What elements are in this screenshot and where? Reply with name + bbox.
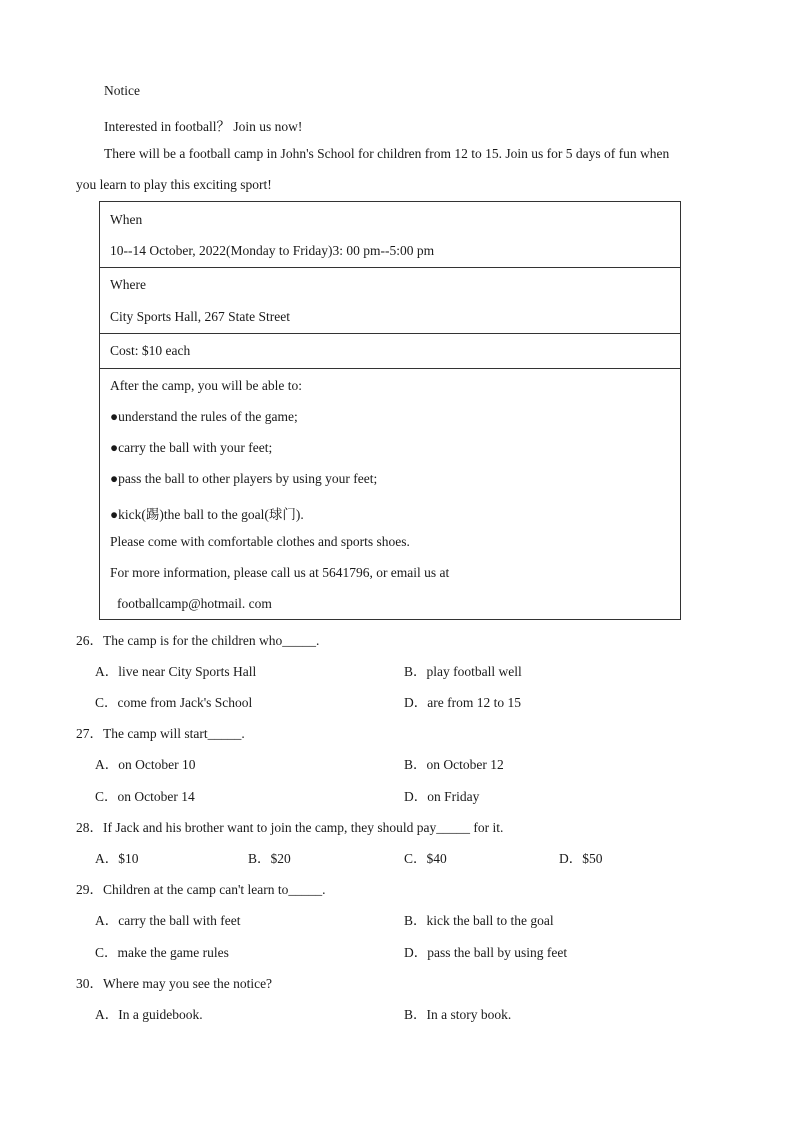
when-label: When [110,212,143,227]
divider [100,333,680,334]
question-stem: 26．The camp is for the children who_____. [76,633,320,648]
when-value: 10--14 October, 2022(Monday to Friday)3: 00 pm--5:00 pm [110,243,435,258]
intro-line-3: you learn to play this exciting sport! [76,177,272,192]
bullet-item: ●understand the rules of the game; [110,409,298,424]
option-b: B．on October 12 [404,757,504,772]
question-stem: 30．Where may you see the notice? [76,976,273,991]
info-text: For more information, please call us at 5641796, or email us at [110,565,450,580]
question-stem: 29．Children at the camp can't learn to_____. [76,882,326,897]
option-d: D．are from 12 to 15 [404,695,521,710]
option-b: B．play football well [404,664,522,679]
option-a: A．$10 [95,851,139,866]
option-a: A．carry the ball with feet [95,913,241,928]
question-stem: 28．If Jack and his brother want to join the camp, they should pay_____ for it. [76,820,504,835]
bullet-item: ●pass the ball to other players by using your feet; [110,471,378,486]
option-a: A．on October 10 [95,757,196,772]
option-c: C．make the game rules [95,945,229,960]
option-c: C．come from Jack's School [95,695,253,710]
divider [100,267,680,268]
email-text: footballcamp@hotmail. com [117,596,272,611]
option-c: C．on October 14 [95,789,195,804]
please-text: Please come with comfortable clothes and sports shoes. [110,534,410,549]
bullet-item: ●kick(踢)the ball to the goal(球门). [110,507,304,522]
question-stem: 27．The camp will start_____. [76,726,245,741]
intro-line-1: Interested in football？ Join us now! [104,119,303,134]
option-b: B．In a story book. [404,1007,512,1022]
option-d: D．pass the ball by using feet [404,945,568,960]
option-c: C．$40 [404,851,447,866]
option-b: B．$20 [248,851,291,866]
option-d: D．$50 [559,851,603,866]
option-a: A．live near City Sports Hall [95,664,257,679]
intro-line-2: There will be a football camp in John's School for children from 12 to 15. Join us for 5 days of fun when [104,146,670,161]
where-label: Where [110,277,146,292]
option-b: B．kick the ball to the goal [404,913,554,928]
divider [100,368,680,369]
cost-text: Cost: $10 each [110,343,191,358]
after-intro: After the camp, you will be able to: [110,378,302,393]
where-value: City Sports Hall, 267 State Street [110,309,290,324]
bullet-item: ●carry the ball with your feet; [110,440,273,455]
option-a: A．In a guidebook. [95,1007,203,1022]
notice-box [99,201,681,620]
option-d: D．on Friday [404,789,480,804]
notice-title: Notice [104,83,140,98]
